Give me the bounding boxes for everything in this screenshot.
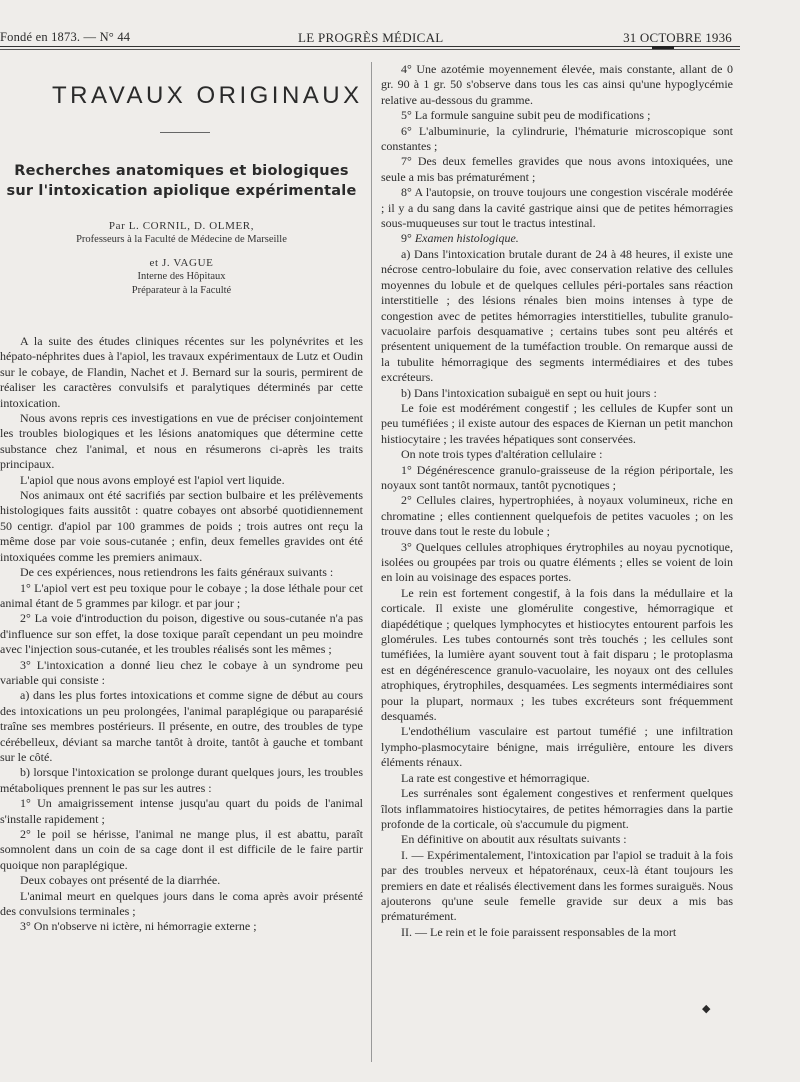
paragraph: 1° Dégénérescence granulo-graisseuse de la région périportale, les noyaux sont tantôt normaux, tantôt pycnotiques ; (381, 462, 733, 492)
paragraph: L'animal meurt en quelques jours dans le coma après avoir présenté des convulsions terminales ; (0, 888, 363, 919)
paragraph: 1° Un amaigrissement intense jusqu'au quart du poids de l'animal s'installe rapidement ; (0, 796, 363, 826)
author-role-2: Préparateur à la Faculté (131, 285, 232, 296)
article-title-line-1: Recherches anatomiques et biologiques (14, 163, 349, 179)
subsection-number: 9° (401, 231, 412, 246)
article-title-line-2: sur l'intoxication apiolique expérimentale (6, 183, 357, 199)
paragraph: 1° L'apiol vert est peu toxique pour le cobaye ; la dose léthale pour cet animal étant de 5 grammes par kilogr. et par jour ; (0, 580, 363, 610)
journal-name: LE PROGRÈS MÉDICAL (298, 30, 444, 45)
header-rule-mark (652, 46, 674, 49)
paragraph: 3° Quelques cellules atrophiques érytrophiles au noyau pycnotique, isolées ou groupées par trois ou quatre éléments ; elles se voient de loin en loin au voisinage des espaces portes. (381, 539, 733, 585)
founding-issue-label: Fondé en 1873. — N° 44 (0, 30, 131, 44)
paragraph: b) lorsque l'intoxication se prolonge durant quelques jours, les troubles métaboliques prennent le pas sur les autres : (0, 765, 363, 795)
paragraph: Deux cobayes ont présenté de la diarrhée. (20, 873, 221, 888)
left-column (0, 62, 363, 935)
section-title: TRAVAUX ORIGINAUX (52, 82, 363, 109)
author-third: et J. VAGUE (149, 257, 214, 269)
paragraph: Le rein est fortement congestif, à la fois dans la médullaire et la corticale. Il existe une glomérulite congestive, hémorragique et diapédétique ; quelques lymphocytes et histiocytes entourent parfois les glomérules. Les tubes contournés sont très touchés ; les cellules sont tuméfiées, la lumière ayant souvent tout à fait disparu ; le protoplasma est en dégénérescence granulo-vacuolaire, les noyaux ont des cellules atrophiques, érytrophiles, desquamées. Les segments intermédiaires sont pour la plupart, normaux ; les tubes excréteurs sont fréquemment desquamés. (381, 585, 733, 724)
running-header (0, 26, 800, 46)
paragraph: Nos animaux ont été sacrifiés par section bulbaire et les prélèvements histologiques faits aussitôt : quatre cobayes ont absorbé quotidiennement 50 centigr. d'apiol par 100 grammes de poids ; trois autres ont reçu la même dose par voie sous-cutanée ; enfin, deux femelles gravides ont été intoxiquées comme les premiers animaux. (0, 488, 363, 564)
paragraph: 4° Une azotémie moyennement élevée, mais constante, allant de 0 gr. 90 à 1 gr. 50 s'observe dans tous les cas ainsi qu'une hypoglycémie relative au-dessous du gramme. (381, 62, 733, 107)
paragraph: 7° Des deux femelles gravides que nous avons intoxiquées, une seule a mis bas prématurément ; (381, 154, 733, 184)
subsection-label: Examen histologique. (414, 231, 519, 246)
issue-date: 31 OCTOBRE 1936 (623, 30, 732, 45)
diamond-ornament: ◆ (702, 1003, 711, 1015)
paragraph: 2° le poil se hérisse, l'animal ne mange plus, il est abattu, paraît somnolent dans un coin de sa cage dont il est difficile de le faire partir quoique non paraplégique. (0, 827, 363, 872)
column-separator (371, 62, 372, 1062)
paragraph: II. — Le rein et le foie paraissent responsables de la mort (401, 924, 677, 939)
left-body-text (0, 334, 363, 935)
paragraph: Le foie est modérément congestif ; les cellules de Kupfer sont un peu tuméfiées ; il existe autour des espaces de Kiernan un petit manchon histiocytaire ; les travées hépatiques sont conservées. (381, 400, 733, 446)
paragraph: 3° On n'observe ni ictère, ni hémorragie externe ; (20, 919, 257, 934)
header-rule (0, 46, 740, 47)
author-affiliation: Professeurs à la Faculté de Médecine de Marseille (76, 234, 287, 245)
paragraph: En définitive on aboutit aux résultats suivants : (401, 832, 627, 847)
paragraph: L'apiol que nous avons employé est l'apiol vert liquide. (20, 472, 285, 487)
paragraph: De ces expériences, nous retiendrons les faits généraux suivants : (20, 565, 334, 580)
paragraph: a) Dans l'intoxication brutale durant de 24 à 48 heures, il existe une nécrose centro-lobulaire du foie, avec conservation relative des cellules moyennes du lobule et de quelques cellules péri-portales sans réaction interstitielle ; des lésions rénales bien moins intenses à type de congestion avec de petites hémorragies interstitielles, tubulite granulo-vacuolaire parfois desquamative ; certains tubes sont peu altérés et présentent uniquement de la tuméfaction trouble. On remarque aussi de la tubulite hémorragique des segments intermédiaires et des tubes excréteurs. (381, 246, 733, 385)
author-block (0, 219, 363, 298)
paragraph: 6° L'albuminurie, la cylindrurie, l'hématurie microscopique sont constantes ; (381, 123, 733, 154)
paragraph: On note trois types d'altération cellulaire : (401, 447, 603, 462)
subsection-heading (381, 231, 733, 246)
paragraph: L'endothélium vasculaire est partout tuméfié ; une infiltration lympho-plasmocytaire bénigne, mais irrégulière, entoure les divers éléments rénaux. (381, 724, 733, 770)
paragraph: a) dans les plus fortes intoxications et comme signe de début au cours des intoxications un peu prolongées, l'animal paraplégique ou paraparésié traîne ses membres postérieurs. Il présente, en outre, des troubles de type cérébelleux, déviant sa marche tantôt à droite, tantôt à gauche et tombant sur le côté. (0, 688, 363, 764)
paragraph: 2° Cellules claires, hypertrophiées, à noyaux volumineux, riche en chromatine ; elles contiennent quelquefois de petites vacuoles ; on les trouve dans tout le reste du lobule ; (381, 493, 733, 539)
paragraph: Nous avons repris ces investigations en vue de préciser conjointement les troubles biologiques et les lésions anatomiques que détermine cette substance chez l'animal, et nous en résumerons ci-après les traits principaux. (0, 411, 363, 472)
article-title (0, 161, 363, 201)
paragraph: 2° La voie d'introduction du poison, digestive ou sous-cutanée n'a pas d'influence sur son effet, la dose toxique paraît cependant un peu moindre avec l'injection sous-cutanée, et les troubles réalisés sont les mêmes ; (0, 611, 363, 657)
author-names: Par L. CORNIL, D. OLMER, (108, 220, 255, 232)
paragraph: b) Dans l'intoxication subaiguë en sept ou huit jours : (401, 385, 657, 400)
paragraph: 5° La formule sanguine subit peu de modifications ; (401, 108, 651, 123)
paragraph: I. — Expérimentalement, l'intoxication par l'apiol se traduit à la fois par des troubles nerveux et hépatorénaux, ceux-là étant toujours les premiers en date et réalisés électivement dans les formes suraiguës. Nous ajouterons qu'une seule femelle gravide sur deux a mis bas prématurément. (381, 847, 733, 924)
paragraph: La rate est congestive et hémorragique. (401, 770, 590, 785)
title-divider (160, 132, 210, 133)
paragraph: A la suite des études cliniques récentes sur les polynévrites et les hépato-néphrites dues à l'apiol, les travaux expérimentaux de Lutz et Oudin sur le cobaye, de Flandin, Nachet et J. Bernard sur la souris, permirent de réaliser les caractères convulsifs et paralytiques déterminés par cette intoxication. (0, 334, 363, 410)
header-rule-thin (0, 49, 740, 50)
author-role-1: Interne des Hôpitaux (137, 271, 226, 282)
paragraph: Les surrénales sont également congestives et renferment quelques îlots inflammatoires histiocytaires, de petites hémorragies dans la partie profonde de la corticale, où s'accumule du pigment. (381, 786, 733, 831)
paragraph: 8° A l'autopsie, on trouve toujours une congestion viscérale modérée ; il y a du sang dans la cavité gastrique ainsi que de petites hémorragies sous-muqueuses sur tout le tractus intestinal. (381, 185, 733, 231)
paragraph: 3° L'intoxication a donné lieu chez le cobaye à un syndrome peu variable qui consiste : (0, 657, 363, 687)
right-column (381, 62, 733, 940)
